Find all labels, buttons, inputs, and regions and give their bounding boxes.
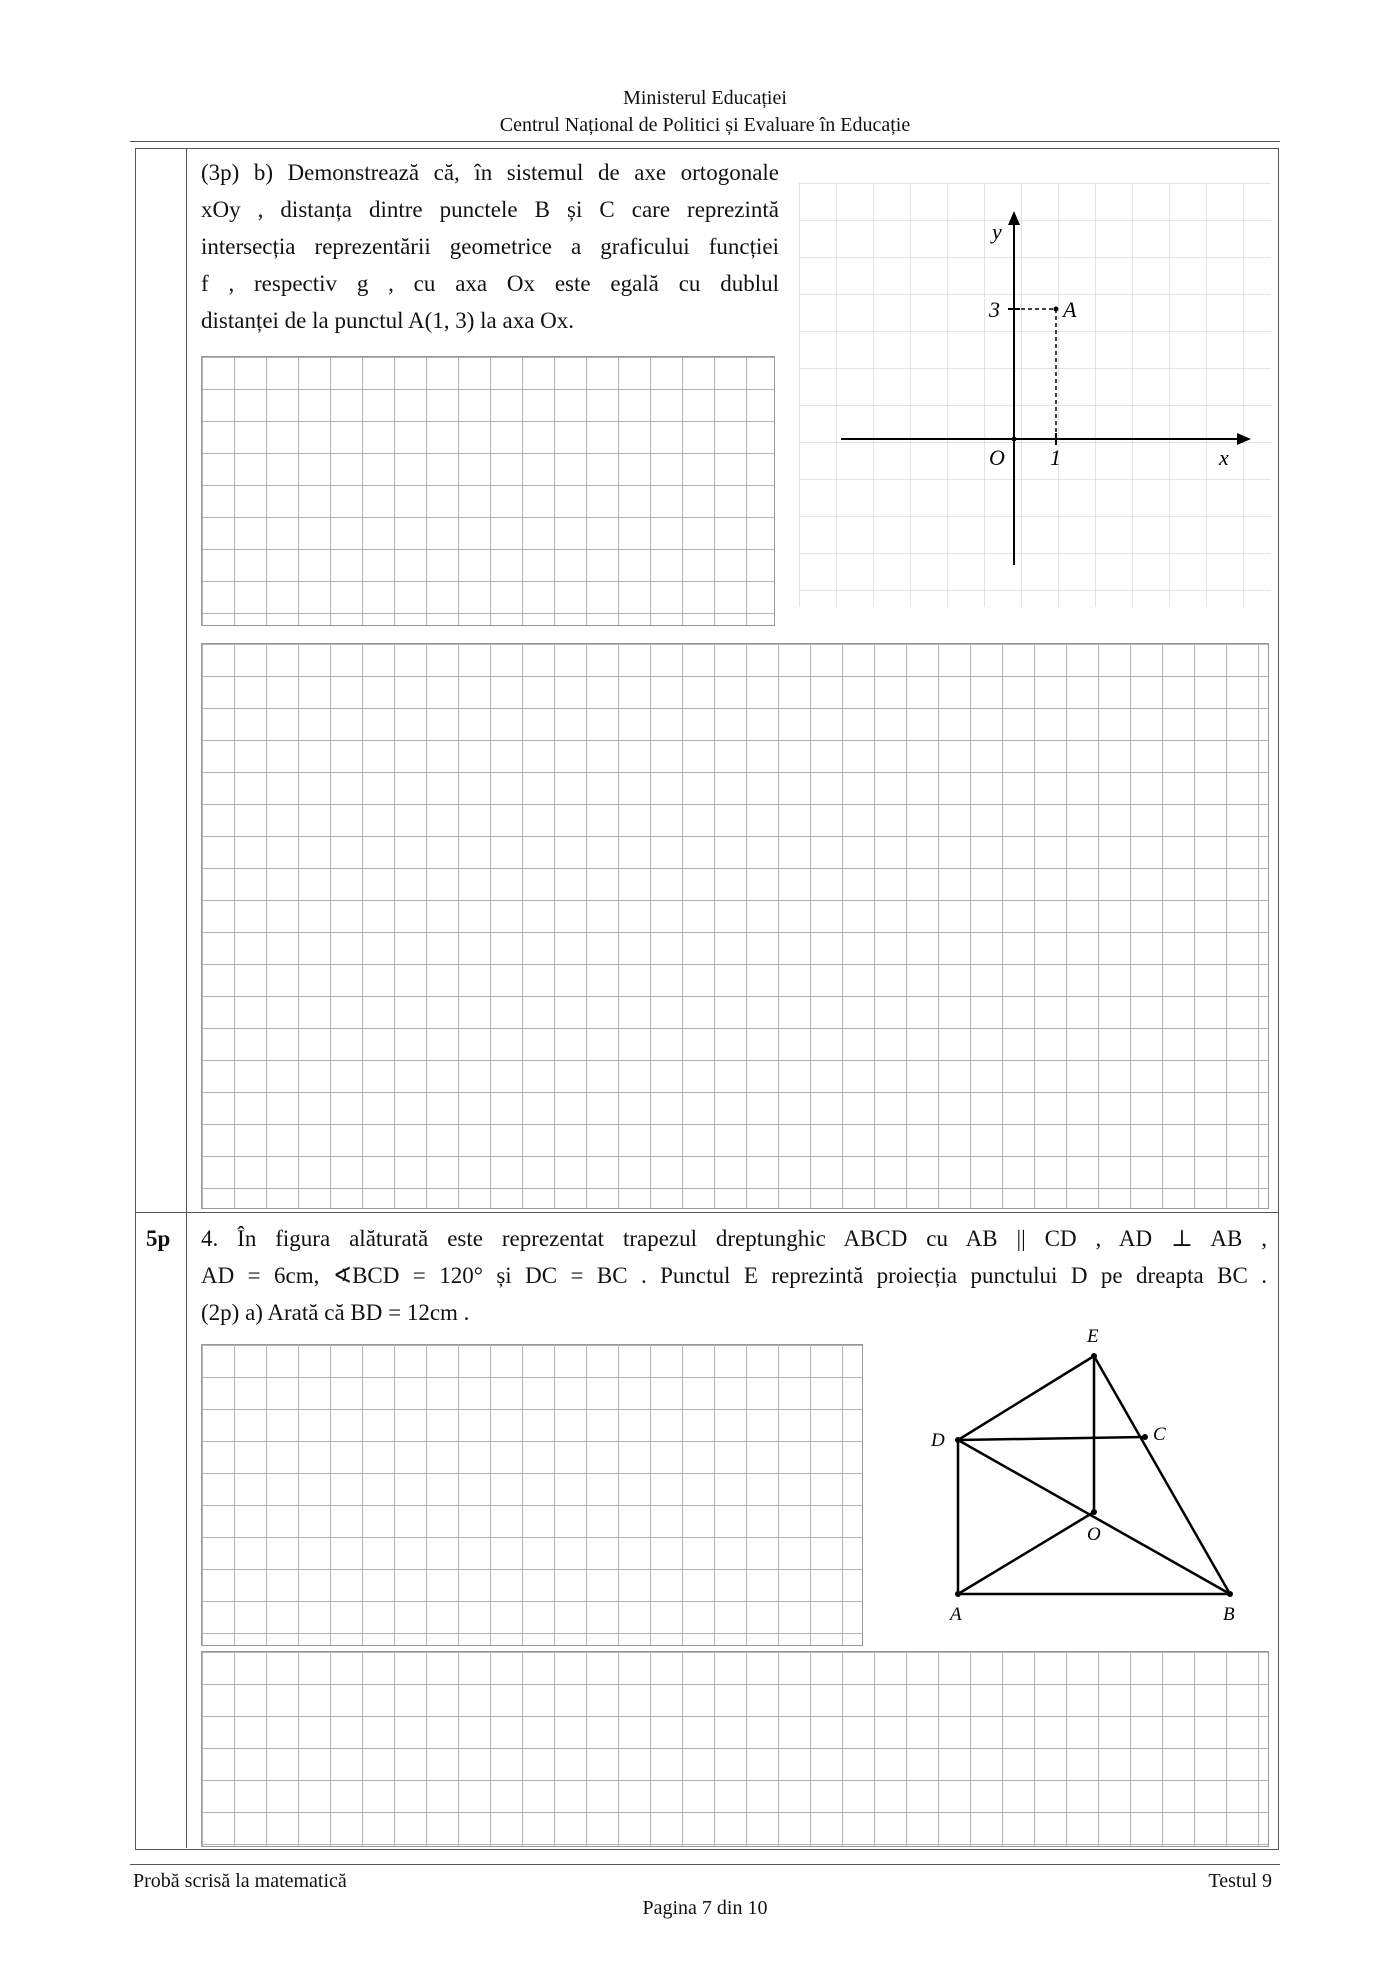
question-3b-text — [201, 154, 779, 339]
segment-eb — [1094, 1356, 1230, 1594]
table-row-divider — [135, 1212, 1278, 1213]
footer-rule — [130, 1864, 1280, 1865]
header-ministry: Ministerul Educației — [623, 87, 787, 109]
question-3b-line-1: (3p) b) Demonstrează că, în sistemul de axe ortogonale — [201, 160, 779, 185]
header-rule — [130, 141, 1280, 142]
origin-point — [1012, 437, 1017, 442]
point-a — [1054, 307, 1059, 312]
x-axis-label: x — [1219, 445, 1229, 470]
table-points-column-divider — [186, 148, 187, 1848]
question-4-line-1: 4. În figura alăturată este reprezentat trapezul dreptunghic ABCD cu AB || CD , AD ⊥ AB , — [201, 1226, 1267, 1251]
axes-figure — [799, 183, 1271, 607]
vertex-e — [1091, 1353, 1097, 1359]
label-d: D — [931, 1430, 945, 1451]
vertex-c — [1142, 1434, 1148, 1440]
label-o: O — [1087, 1524, 1101, 1545]
trapezoid-figure-svg — [905, 1318, 1267, 1632]
y-tick-label: 3 — [989, 297, 1000, 322]
segment-de — [958, 1356, 1094, 1440]
segment-dc — [958, 1437, 1145, 1440]
footer-page-number: Pagina 7 din 10 — [642, 1897, 768, 1919]
answer-grid-3b-small[interactable] — [201, 356, 775, 626]
vertex-b — [1227, 1591, 1233, 1597]
vertex-d — [955, 1437, 961, 1443]
question-4-points: 5p — [146, 1226, 171, 1251]
question-4-part-a: (2p) a) Arată că BD = 12cm . — [201, 1300, 470, 1325]
question-3b-line-3: intersecția reprezentării geometrice a graficului funcției — [201, 234, 779, 259]
question-3b-line-5: distanței de la punctul A(1, 3) la axa Ox. — [201, 308, 575, 333]
trapezoid-figure — [905, 1318, 1267, 1632]
vertex-o — [1091, 1509, 1097, 1515]
label-c: C — [1153, 1424, 1166, 1445]
question-3b-line-4: f , respectiv g , cu axa Ox este egală cu dublul — [201, 271, 779, 296]
point-a-label: A — [1063, 297, 1077, 322]
label-e: E — [1087, 1326, 1099, 1347]
answer-grid-4a-small[interactable] — [201, 1344, 863, 1646]
label-a: A — [950, 1604, 962, 1625]
question-4-text — [201, 1220, 1267, 1331]
y-axis-label: y — [992, 219, 1002, 244]
footer-test-number: Testul 9 — [1208, 1870, 1272, 1892]
question-4-line-2: AD = 6cm, ∢BCD = 120° și DC = BC . Punctul E reprezintă proiecția punctului D pe dreapta BC . — [201, 1263, 1267, 1288]
answer-grid-4a-large[interactable] — [201, 1651, 1269, 1847]
question-3b-line-2: xOy , distanța dintre punctele B și C care reprezintă — [201, 197, 779, 222]
vertex-a — [955, 1591, 961, 1597]
segment-ao — [958, 1512, 1094, 1594]
footer-exam-title: Probă scrisă la matematică — [133, 1870, 347, 1892]
header-center: Centrul Național de Politici și Evaluare în Educație — [499, 114, 911, 136]
origin-label: O — [989, 445, 1005, 470]
axes-figure-svg — [799, 183, 1271, 607]
answer-grid-3b-large[interactable] — [201, 643, 1269, 1209]
label-b: B — [1223, 1604, 1235, 1625]
x-tick-label: 1 — [1050, 445, 1061, 470]
